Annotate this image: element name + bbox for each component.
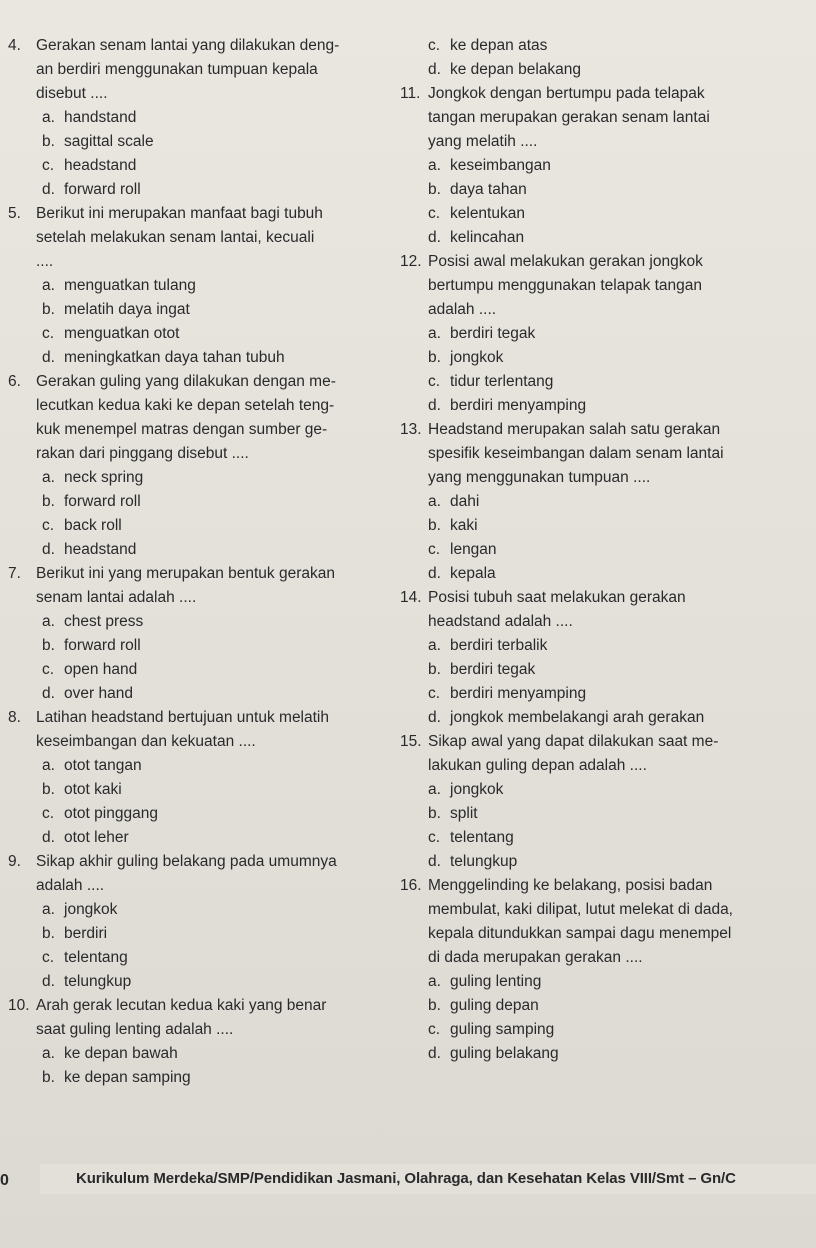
question-number: 13. xyxy=(400,421,422,438)
question-stem xyxy=(400,874,810,970)
question-15 xyxy=(400,730,810,874)
option-letter: b. xyxy=(428,805,441,822)
option-text: kelentukan xyxy=(450,205,525,222)
option-text: otot kaki xyxy=(64,781,122,798)
question-stem xyxy=(8,706,400,754)
option-letter: a. xyxy=(428,781,441,798)
answer-option xyxy=(8,778,400,802)
option-text: neck spring xyxy=(64,469,144,486)
answer-option xyxy=(8,490,400,514)
stem-line: lecutkan kedua kaki ke depan setelah teng- xyxy=(36,397,335,414)
answer-option xyxy=(8,178,400,202)
option-text: otot leher xyxy=(64,829,129,846)
option-letter: a. xyxy=(42,1045,55,1062)
option-text: forward roll xyxy=(64,493,141,510)
stem-line: adalah .... xyxy=(36,877,105,894)
question-12 xyxy=(400,250,810,418)
answer-option xyxy=(8,658,400,682)
question-stem xyxy=(8,562,400,610)
question-10 xyxy=(8,994,400,1090)
answer-option xyxy=(8,346,400,370)
answer-option xyxy=(8,274,400,298)
answer-option xyxy=(400,706,810,730)
option-text: over hand xyxy=(64,685,133,702)
option-text: handstand xyxy=(64,109,137,126)
question-stem xyxy=(8,34,400,106)
option-text: otot tangan xyxy=(64,757,142,774)
option-letter: a. xyxy=(42,757,55,774)
answer-option xyxy=(400,34,810,58)
option-letter: d. xyxy=(42,829,55,846)
option-text: open hand xyxy=(64,661,138,678)
page-number: 0 xyxy=(0,1172,9,1189)
option-letter: d. xyxy=(42,685,55,702)
question-11 xyxy=(400,82,810,250)
option-text: kaki xyxy=(450,517,478,534)
answer-option xyxy=(400,1042,810,1066)
answer-option xyxy=(400,394,810,418)
page-footer xyxy=(0,1164,816,1202)
option-text: forward roll xyxy=(64,181,141,198)
option-letter: c. xyxy=(42,805,55,822)
option-text: dahi xyxy=(450,493,480,510)
option-text: guling samping xyxy=(450,1021,555,1038)
stem-line: setelah melakukan senam lantai, kecuali xyxy=(36,229,315,246)
option-text: guling belakang xyxy=(450,1045,559,1062)
option-text: berdiri menyamping xyxy=(450,685,587,702)
question-number: 16. xyxy=(400,877,422,894)
option-letter: a. xyxy=(428,325,441,342)
answer-option xyxy=(400,778,810,802)
question-number: 10. xyxy=(8,997,30,1014)
option-letter: a. xyxy=(428,973,441,990)
option-text: headstand xyxy=(64,157,137,174)
option-text: guling depan xyxy=(450,997,539,1014)
question-number: 9. xyxy=(8,853,21,870)
answer-option xyxy=(400,994,810,1018)
answer-option xyxy=(8,802,400,826)
question-stem xyxy=(400,250,810,322)
option-letter: d. xyxy=(428,229,441,246)
option-letter: b. xyxy=(428,349,441,366)
option-text: jongkok xyxy=(450,349,504,366)
answer-option xyxy=(400,562,810,586)
question-number: 5. xyxy=(8,205,21,222)
option-text: back roll xyxy=(64,517,122,534)
question-number: 6. xyxy=(8,373,21,390)
answer-option xyxy=(400,178,810,202)
answer-option xyxy=(400,58,810,82)
stem-line: Gerakan guling yang dilakukan dengan me- xyxy=(36,373,336,390)
question-5 xyxy=(8,202,400,370)
stem-line: senam lantai adalah .... xyxy=(36,589,197,606)
question-4 xyxy=(8,34,400,202)
answer-option xyxy=(400,322,810,346)
answer-option xyxy=(400,682,810,706)
option-text: menguatkan otot xyxy=(64,325,180,342)
option-letter: c. xyxy=(42,661,55,678)
stem-line: keseimbangan dan kekuatan .... xyxy=(36,733,256,750)
option-letter: d. xyxy=(42,973,55,990)
question-number: 4. xyxy=(8,37,21,54)
option-letter: d. xyxy=(428,397,441,414)
question-8 xyxy=(8,706,400,850)
answer-option xyxy=(8,130,400,154)
stem-line: Jongkok dengan bertumpu pada telapak xyxy=(428,85,705,102)
stem-line: Headstand merupakan salah satu gerakan xyxy=(428,421,721,438)
option-letter: c. xyxy=(42,517,55,534)
option-letter: c. xyxy=(428,1021,441,1038)
option-letter: c. xyxy=(428,829,441,846)
option-letter: a. xyxy=(42,277,55,294)
question-stem xyxy=(8,850,400,898)
answer-option xyxy=(400,802,810,826)
answer-option xyxy=(8,898,400,922)
option-letter: a. xyxy=(42,469,55,486)
stem-line: spesifik keseimbangan dalam senam lantai xyxy=(428,445,724,462)
option-text: kelincahan xyxy=(450,229,525,246)
answer-option xyxy=(400,514,810,538)
option-letter: b. xyxy=(42,637,55,654)
option-text: sagittal scale xyxy=(64,133,154,150)
answer-option xyxy=(400,826,810,850)
left-column xyxy=(8,34,400,1090)
option-text: otot pinggang xyxy=(64,805,158,822)
option-letter: b. xyxy=(42,301,55,318)
answer-option xyxy=(400,850,810,874)
question-stem xyxy=(400,82,810,154)
option-letter: b. xyxy=(428,517,441,534)
option-text: tidur terlentang xyxy=(450,373,554,390)
question-number: 7. xyxy=(8,565,21,582)
option-letter: a. xyxy=(42,901,55,918)
answer-option xyxy=(400,658,810,682)
answer-option xyxy=(8,538,400,562)
stem-line: rakan dari pinggang disebut .... xyxy=(36,445,249,462)
stem-line: Posisi tubuh saat melakukan gerakan xyxy=(428,589,686,606)
stem-line: yang melatih .... xyxy=(428,133,538,150)
answer-option xyxy=(8,922,400,946)
option-text: telentang xyxy=(64,949,128,966)
option-text: kepala xyxy=(450,565,496,582)
option-letter: d. xyxy=(42,541,55,558)
option-letter: a. xyxy=(42,613,55,630)
option-text: headstand xyxy=(64,541,137,558)
answer-option xyxy=(400,538,810,562)
question-13 xyxy=(400,418,810,586)
stem-line: an berdiri menggunakan tumpuan kepala xyxy=(36,61,318,78)
stem-line: .... xyxy=(36,253,54,270)
option-letter: b. xyxy=(42,1069,55,1086)
answer-option xyxy=(8,946,400,970)
right-column xyxy=(400,34,810,1066)
option-text: keseimbangan xyxy=(450,157,551,174)
stem-line: adalah .... xyxy=(428,301,497,318)
option-letter: b. xyxy=(42,133,55,150)
option-letter: b. xyxy=(42,493,55,510)
answer-option xyxy=(400,1018,810,1042)
answer-option xyxy=(8,322,400,346)
option-text: berdiri xyxy=(64,925,108,942)
question-number: 8. xyxy=(8,709,21,726)
answer-option xyxy=(400,634,810,658)
answer-option xyxy=(400,346,810,370)
option-text: ke depan atas xyxy=(450,37,548,54)
answer-option xyxy=(400,970,810,994)
answer-option xyxy=(8,634,400,658)
stem-line: Sikap akhir guling belakang pada umumnya xyxy=(36,853,337,870)
stem-line: Arah gerak lecutan kedua kaki yang benar xyxy=(36,997,327,1014)
option-text: daya tahan xyxy=(450,181,527,198)
option-letter: b. xyxy=(428,997,441,1014)
answer-option xyxy=(400,202,810,226)
answer-option xyxy=(400,370,810,394)
option-text: berdiri menyamping xyxy=(450,397,587,414)
option-letter: b. xyxy=(428,661,441,678)
option-letter: a. xyxy=(428,493,441,510)
stem-line: Berikut ini merupakan manfaat bagi tubuh xyxy=(36,205,323,222)
option-text: berdiri tegak xyxy=(450,325,536,342)
option-text: ke depan belakang xyxy=(450,61,582,78)
option-text: berdiri tegak xyxy=(450,661,536,678)
option-letter: a. xyxy=(428,157,441,174)
stem-line: membulat, kaki dilipat, lutut melekat di dada, xyxy=(428,901,733,918)
stem-line: saat guling lenting adalah .... xyxy=(36,1021,234,1038)
answer-option xyxy=(400,226,810,250)
option-letter: d. xyxy=(428,61,441,78)
stem-line: kepala ditundukkan sampai dagu menempel xyxy=(428,925,732,942)
option-letter: d. xyxy=(428,1045,441,1062)
option-letter: d. xyxy=(428,709,441,726)
option-letter: c. xyxy=(42,157,55,174)
option-text: split xyxy=(450,805,478,822)
answer-option xyxy=(8,514,400,538)
stem-line: di dada merupakan gerakan .... xyxy=(428,949,643,966)
option-text: meningkatkan daya tahan tubuh xyxy=(64,349,285,366)
option-letter: d. xyxy=(42,181,55,198)
stem-line: Sikap awal yang dapat dilakukan saat me- xyxy=(428,733,719,750)
option-letter: c. xyxy=(428,685,441,702)
stem-line: yang menggunakan tumpuan .... xyxy=(428,469,651,486)
option-text: jongkok xyxy=(450,781,504,798)
answer-option xyxy=(8,970,400,994)
question-16 xyxy=(400,874,810,1066)
stem-line: Latihan headstand bertujuan untuk melatih xyxy=(36,709,329,726)
question-number: 11. xyxy=(400,85,421,102)
option-letter: d. xyxy=(428,853,441,870)
stem-line: Menggelinding ke belakang, posisi badan xyxy=(428,877,713,894)
option-text: jongkok xyxy=(64,901,118,918)
answer-option xyxy=(400,154,810,178)
option-text: melatih daya ingat xyxy=(64,301,190,318)
answer-option xyxy=(8,682,400,706)
option-text: ke depan samping xyxy=(64,1069,191,1086)
option-text: menguatkan tulang xyxy=(64,277,196,294)
answer-option xyxy=(8,466,400,490)
option-letter: a. xyxy=(428,637,441,654)
answer-option xyxy=(8,1042,400,1066)
option-letter: b. xyxy=(42,781,55,798)
stem-line: lakukan guling depan adalah .... xyxy=(428,757,647,774)
option-letter: c. xyxy=(428,205,441,222)
option-text: telungkup xyxy=(64,973,132,990)
footer-text: Kurikulum Merdeka/SMP/Pendidikan Jasmani, Olahraga, dan Kesehatan Kelas VIII/Smt – Gn/C xyxy=(76,1170,736,1187)
stem-line: disebut .... xyxy=(36,85,108,102)
option-letter: c. xyxy=(428,373,441,390)
question-6 xyxy=(8,370,400,562)
option-letter: d. xyxy=(428,565,441,582)
option-letter: d. xyxy=(42,349,55,366)
answer-option xyxy=(8,298,400,322)
answer-option xyxy=(8,754,400,778)
answer-option xyxy=(8,1066,400,1090)
option-letter: c. xyxy=(428,541,441,558)
stem-line: Berikut ini yang merupakan bentuk gerakan xyxy=(36,565,335,582)
question-stem xyxy=(8,202,400,274)
question-14 xyxy=(400,586,810,730)
stem-line: Gerakan senam lantai yang dilakukan deng- xyxy=(36,37,340,54)
question-9 xyxy=(8,850,400,994)
stem-line: Posisi awal melakukan gerakan jongkok xyxy=(428,253,703,270)
option-letter: c. xyxy=(42,949,55,966)
answer-option xyxy=(400,490,810,514)
stem-line: bertumpu menggunakan telapak tangan xyxy=(428,277,703,294)
option-text: forward roll xyxy=(64,637,141,654)
answer-option xyxy=(8,106,400,130)
option-text: lengan xyxy=(450,541,497,558)
question-continuation xyxy=(400,34,810,82)
question-7 xyxy=(8,562,400,706)
question-stem xyxy=(400,730,810,778)
stem-line: kuk menempel matras dengan sumber ge- xyxy=(36,421,328,438)
option-letter: a. xyxy=(42,109,55,126)
stem-line: tangan merupakan gerakan senam lantai xyxy=(428,109,710,126)
option-text: ke depan bawah xyxy=(64,1045,178,1062)
question-stem xyxy=(400,586,810,634)
question-stem xyxy=(400,418,810,490)
answer-option xyxy=(8,154,400,178)
option-letter: c. xyxy=(42,325,55,342)
question-number: 15. xyxy=(400,733,422,750)
option-text: guling lenting xyxy=(450,973,542,990)
question-number: 14. xyxy=(400,589,422,606)
answer-option xyxy=(8,610,400,634)
option-text: telungkup xyxy=(450,853,518,870)
question-number: 12. xyxy=(400,253,422,270)
question-stem xyxy=(8,994,400,1042)
stem-line: headstand adalah .... xyxy=(428,613,573,630)
option-letter: b. xyxy=(428,181,441,198)
option-text: jongkok membelakangi arah gerakan xyxy=(450,709,705,726)
answer-option xyxy=(8,826,400,850)
question-stem xyxy=(8,370,400,466)
option-text: berdiri terbalik xyxy=(450,637,548,654)
option-text: telentang xyxy=(450,829,514,846)
option-text: chest press xyxy=(64,613,144,630)
option-letter: c. xyxy=(428,37,441,54)
option-letter: b. xyxy=(42,925,55,942)
